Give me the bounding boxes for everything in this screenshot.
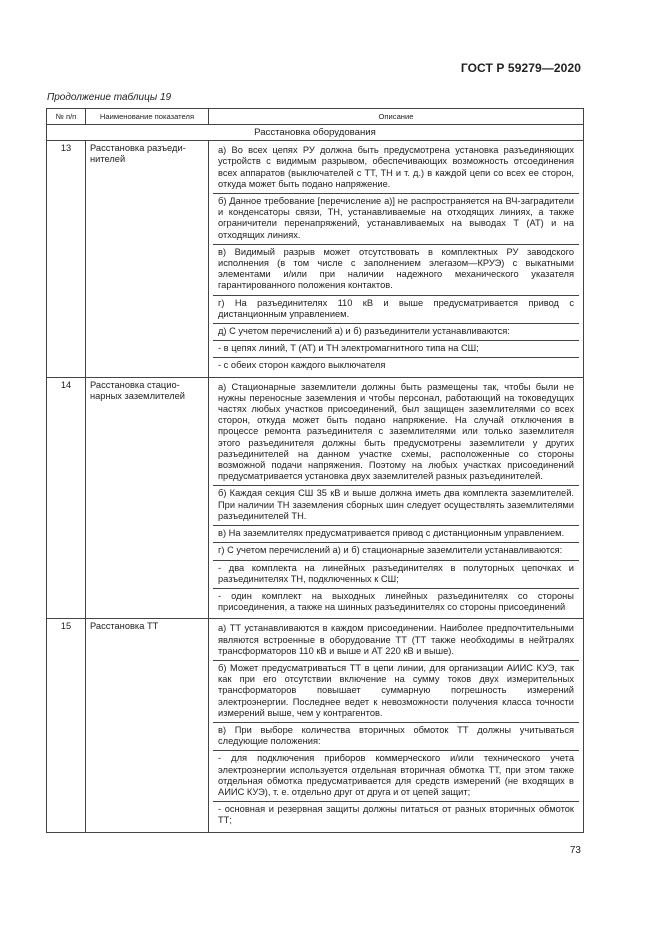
description-cell bbox=[209, 619, 584, 832]
description-paragraph: г) С учетом перечислений а) и б) стационарные заземлители устанавливаются: bbox=[213, 543, 579, 560]
indicator-name: Расстановка ТТ bbox=[86, 619, 209, 832]
indicator-name: Расстановка стацио-нарных заземлителей bbox=[86, 377, 209, 619]
standard-code: ГОСТ Р 59279—2020 bbox=[460, 61, 581, 75]
indicator-name: Расстановка разъеди-нителей bbox=[86, 141, 209, 377]
description-paragraph: - для подключения приборов коммерческого и/или технического учета электроэнергии используется отдельная вторичная обмотка ТТ, при этом также отдельная обмотка предусматривается для средств измерений (не входящих в АИИС КУЭ), т. е. отдельно друг от друга и от цепей защит; bbox=[213, 751, 579, 802]
description-paragraph: б) Данное требование [перечисление а)] не распространяется на ВЧ-заградители и конденсаторы связи, ТН, устанавливаемые на отходящих линиях, а также ограничители перенапряжений, устанавливаемых на выводах Т (АТ) и на отходящих линиях. bbox=[213, 194, 579, 245]
row-number: 15 bbox=[47, 619, 86, 832]
table-row bbox=[47, 619, 584, 832]
description-cell bbox=[209, 141, 584, 377]
table-row bbox=[47, 141, 584, 377]
description-paragraph: а) ТТ устанавливаются в каждом присоединении. Наиболее предпочтительными являются встроенные в оборудование ТТ (ТТ также необходимы в нейтралях трансформаторов 110 кВ и выше и АТ 220 кВ и выше). bbox=[213, 621, 579, 661]
description-paragraph: б) Каждая секция СШ 35 кВ и выше должна иметь два комплекта заземлителей. При наличии ТН заземления сборных шин следует осуществлять заземлителями разъединителей ТН. bbox=[213, 486, 579, 526]
table-row bbox=[47, 377, 584, 619]
row-number: 14 bbox=[47, 377, 86, 619]
row-number: 13 bbox=[47, 141, 86, 377]
description-paragraph: - с обеих сторон каждого выключателя bbox=[218, 360, 386, 371]
description-paragraph: а) Стационарные заземлители должны быть размещены так, чтобы были не нужны переносные заземления и чтобы персонал, работающий на токоведущих частях любых участков присоединений, был защищен заземлителями со всех сторон, откуда может быть подано напряжение. На случай отключения в процессе ремонта разъединителя с заземлителями или только заземлителя этого разъединителя должны быть предусмотрены заземлители у других разъединителей на данном участке схемы, расположенные со стороны возможной подачи напряжения. Поэтому на любых участках присоединений предусматривается установка двух заземлителей разных разъединителей. bbox=[213, 380, 579, 487]
description-paragraph: г) На разъединителях 110 кВ и выше предусматривается привод с дистанционным управлением. bbox=[213, 296, 579, 324]
column-header-description: Описание bbox=[209, 109, 584, 125]
table-header-row bbox=[47, 109, 584, 125]
description-paragraph: в) Видимый разрыв может отсутствовать в комплектных РУ заводского исполнения (в том числе с заполнением элегазом—КРУЭ) с выкатными элементами и/или при наличии надежного механического указателя гарантированного положения контактов. bbox=[213, 245, 579, 296]
description-paragraph: д) С учетом перечислений а) и б) разъединители устанавливаются: bbox=[213, 324, 579, 341]
table-continuation-caption: Продолжение таблицы 19 bbox=[47, 92, 172, 103]
section-title: Расстановка оборудования bbox=[47, 125, 584, 141]
description-paragraph: - в цепях линий, Т (АТ) и ТН электромагнитного типа на СШ; bbox=[213, 341, 579, 358]
page-number: 73 bbox=[569, 845, 581, 856]
section-row bbox=[47, 125, 584, 141]
description-paragraph: - один комплект на выходных линейных разъединителях со стороны присоединения, а также на шинных разъединителях со стороны присоединений bbox=[218, 590, 574, 613]
description-paragraph: - два комплекта на линейных разъединителях в полуторных цепочках и разъединителях ТН, подключенных к СШ; bbox=[213, 561, 579, 589]
column-header-indicator: Наименование показателя bbox=[86, 109, 209, 125]
description-paragraph: в) На заземлителях предусматривается привод с дистанционным управлением. bbox=[213, 526, 579, 543]
column-header-number: № п/п bbox=[47, 109, 86, 125]
description-paragraph: а) Во всех цепях РУ должна быть предусмотрена установка разъединяющих устройств с видимым разрывом, обеспечивающих возможность отсоединения всех аппаратов (выключателей с ТТ, ТН и т. д.) в каждой цепи со всех ее сторон, откуда может быть подано напряжение. bbox=[213, 143, 579, 194]
requirements-table bbox=[46, 108, 584, 833]
description-paragraph: б) Может предусматриваться ТТ в цепи линии, для организации АИИС КУЭ, так как при его отсутствии включение на сумму токов двух измерительных трансформаторов повышает суммарную погрешность измерений электроэнергии. Последнее ведет к невозможности получения класса точности измерений выше, чем у контрагентов. bbox=[213, 661, 579, 723]
description-cell bbox=[209, 377, 584, 619]
description-paragraph: в) При выборе количества вторичных обмоток ТТ должны учитываться следующие положения: bbox=[213, 723, 579, 751]
description-paragraph: - основная и резервная защиты должны питаться от разных вторичных обмоток ТТ; bbox=[218, 804, 574, 826]
